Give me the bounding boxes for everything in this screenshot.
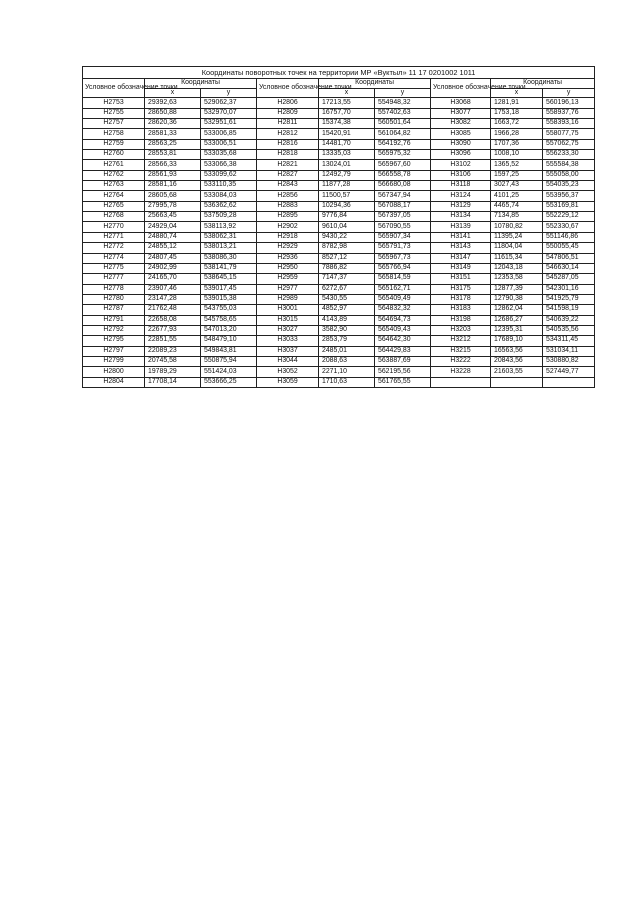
coordinates-document <box>82 66 594 388</box>
point-cell: Н3052 <box>257 367 319 377</box>
y-header-3: y <box>543 89 595 98</box>
point-cell: Н2936 <box>257 253 319 263</box>
point-cell: Н2799 <box>83 356 145 366</box>
point-cell: Н3147 <box>431 253 491 263</box>
y-cell: 555584,38 <box>543 160 595 170</box>
point-cell: Н2763 <box>83 181 145 191</box>
y-cell: 545287,05 <box>543 274 595 284</box>
y-cell: 538141,79 <box>201 263 257 273</box>
y-cell: 555058,00 <box>543 170 595 180</box>
table-row <box>83 150 595 160</box>
x-cell: 13335,03 <box>319 150 375 160</box>
table-row <box>83 367 595 377</box>
point-cell: Н2755 <box>83 108 145 118</box>
table-row <box>83 170 595 180</box>
point-cell: Н2989 <box>257 294 319 304</box>
x-cell: 21603,55 <box>491 367 543 377</box>
x-cell: 4143,89 <box>319 315 375 325</box>
y-cell: 538062,31 <box>201 232 257 242</box>
y-cell: 565409,49 <box>375 294 431 304</box>
point-cell: Н2757 <box>83 119 145 129</box>
point-cell: Н2787 <box>83 305 145 315</box>
point-cell: Н2764 <box>83 191 145 201</box>
y-cell: 553169,81 <box>543 201 595 211</box>
point-cell: Н3001 <box>257 305 319 315</box>
y-cell: 561064,82 <box>375 129 431 139</box>
point-cell: Н2777 <box>83 274 145 284</box>
y-cell <box>543 377 595 387</box>
x-cell: 2485,01 <box>319 346 375 356</box>
table-row <box>83 346 595 356</box>
y-cell: 534311,45 <box>543 336 595 346</box>
y-cell: 539017,45 <box>201 284 257 294</box>
table-row <box>83 325 595 335</box>
point-cell: Н2843 <box>257 181 319 191</box>
x-cell: 24165,70 <box>145 274 201 284</box>
point-cell: Н3015 <box>257 315 319 325</box>
table-row <box>83 181 595 191</box>
table-row <box>83 108 595 118</box>
point-cell: Н2795 <box>83 336 145 346</box>
y-cell: 538645,15 <box>201 274 257 284</box>
y-header-2: y <box>375 89 431 98</box>
table-row <box>83 98 595 108</box>
y-cell: 529062,37 <box>201 98 257 108</box>
x-cell: 21762,48 <box>145 305 201 315</box>
x-cell: 15420,91 <box>319 129 375 139</box>
x-cell: 11395,24 <box>491 232 543 242</box>
x-cell: 13024,01 <box>319 160 375 170</box>
y-cell: 527449,77 <box>543 367 595 377</box>
point-cell: Н2765 <box>83 201 145 211</box>
y-cell: 566558,78 <box>375 170 431 180</box>
x-cell: 12686,27 <box>491 315 543 325</box>
y-cell: 554035,23 <box>543 181 595 191</box>
point-header-1: Условное обозначение точки <box>83 79 145 98</box>
table-row <box>83 139 595 149</box>
y-cell: 533084,03 <box>201 191 257 201</box>
point-cell: Н3124 <box>431 191 491 201</box>
table-body <box>83 98 595 388</box>
x-cell: 23147,28 <box>145 294 201 304</box>
point-cell: Н3198 <box>431 315 491 325</box>
y-cell: 538113,92 <box>201 222 257 232</box>
x-cell: 1753,18 <box>491 108 543 118</box>
point-cell: Н3044 <box>257 356 319 366</box>
x-cell: 1663,72 <box>491 119 543 129</box>
point-cell: Н2770 <box>83 222 145 232</box>
x-cell: 7134,85 <box>491 212 543 222</box>
point-cell: Н3077 <box>431 108 491 118</box>
y-cell: 565967,73 <box>375 253 431 263</box>
y-cell: 563887,69 <box>375 356 431 366</box>
y-cell: 558937,76 <box>543 108 595 118</box>
point-cell: Н3085 <box>431 129 491 139</box>
point-cell: Н2760 <box>83 150 145 160</box>
x-cell: 19789,29 <box>145 367 201 377</box>
x-cell: 12790,38 <box>491 294 543 304</box>
y-cell: 565791,73 <box>375 243 431 253</box>
point-cell: Н2809 <box>257 108 319 118</box>
x-cell: 20745,58 <box>145 356 201 366</box>
x-cell: 3027,43 <box>491 181 543 191</box>
y-cell: 547013,20 <box>201 325 257 335</box>
y-cell: 558393,16 <box>543 119 595 129</box>
x-cell: 1365,52 <box>491 160 543 170</box>
x-cell: 12043,18 <box>491 263 543 273</box>
x-cell: 4465,74 <box>491 201 543 211</box>
point-cell: Н2883 <box>257 201 319 211</box>
x-cell: 12862,04 <box>491 305 543 315</box>
coords-header-2: Координаты <box>319 79 431 89</box>
y-cell: 567347,94 <box>375 191 431 201</box>
y-cell: 541598,19 <box>543 305 595 315</box>
x-cell: 22851,55 <box>145 336 201 346</box>
y-cell: 562195,56 <box>375 367 431 377</box>
x-cell: 17213,55 <box>319 98 375 108</box>
point-cell: Н2791 <box>83 315 145 325</box>
x-cell: 2853,79 <box>319 336 375 346</box>
y-cell: 567397,05 <box>375 212 431 222</box>
table-row <box>83 263 595 273</box>
x-cell: 11500,57 <box>319 191 375 201</box>
y-cell: 533006,85 <box>201 129 257 139</box>
y-cell: 539015,38 <box>201 294 257 304</box>
table-row <box>83 243 595 253</box>
point-cell: Н2950 <box>257 263 319 273</box>
y-cell: 542301,16 <box>543 284 595 294</box>
point-cell: Н3033 <box>257 336 319 346</box>
table-row <box>83 305 595 315</box>
y-cell: 566680,08 <box>375 181 431 191</box>
x-cell: 16757,70 <box>319 108 375 118</box>
x-cell: 7886,82 <box>319 263 375 273</box>
y-cell: 564642,30 <box>375 336 431 346</box>
point-cell: Н3149 <box>431 263 491 273</box>
table-row <box>83 201 595 211</box>
x-cell: 24807,45 <box>145 253 201 263</box>
point-cell: Н2895 <box>257 212 319 222</box>
x-cell: 24880,74 <box>145 232 201 242</box>
x-cell: 1966,28 <box>491 129 543 139</box>
table-row <box>83 315 595 325</box>
y-cell: 552330,67 <box>543 222 595 232</box>
table-row <box>83 119 595 129</box>
table-row <box>83 232 595 242</box>
x-cell: 24929,04 <box>145 222 201 232</box>
y-cell: 551424,03 <box>201 367 257 377</box>
x-cell: 28620,36 <box>145 119 201 129</box>
point-cell: Н2821 <box>257 160 319 170</box>
y-cell: 565975,32 <box>375 150 431 160</box>
x-cell: 28561,93 <box>145 170 201 180</box>
x-cell: 23907,46 <box>145 284 201 294</box>
y-cell: 547806,51 <box>543 253 595 263</box>
point-cell: Н2804 <box>83 377 145 387</box>
x-cell: 22658,08 <box>145 315 201 325</box>
x-cell: 3582,90 <box>319 325 375 335</box>
x-cell: 1281,91 <box>491 98 543 108</box>
y-cell: 530880,82 <box>543 356 595 366</box>
y-cell: 564694,73 <box>375 315 431 325</box>
y-cell: 533035,68 <box>201 150 257 160</box>
x-cell: 8782,98 <box>319 243 375 253</box>
y-cell: 560501,64 <box>375 119 431 129</box>
x-cell: 10294,36 <box>319 201 375 211</box>
x-cell: 2271,10 <box>319 367 375 377</box>
point-cell: Н2780 <box>83 294 145 304</box>
table-row <box>83 129 595 139</box>
x-cell: 12395,31 <box>491 325 543 335</box>
y-cell: 551146,86 <box>543 232 595 242</box>
point-cell: Н2759 <box>83 139 145 149</box>
coordinates-table <box>82 66 595 388</box>
point-cell: Н2856 <box>257 191 319 201</box>
x-cell: 22677,93 <box>145 325 201 335</box>
x-cell: 1707,36 <box>491 139 543 149</box>
table-row <box>83 336 595 346</box>
y-cell: 565409,43 <box>375 325 431 335</box>
y-cell: 560196,13 <box>543 98 595 108</box>
y-cell: 537509,28 <box>201 212 257 222</box>
point-cell: Н2772 <box>83 243 145 253</box>
y-cell: 538013,21 <box>201 243 257 253</box>
x-cell: 1008,10 <box>491 150 543 160</box>
table-row <box>83 212 595 222</box>
table-row <box>83 294 595 304</box>
table-row <box>83 222 595 232</box>
point-cell: Н2818 <box>257 150 319 160</box>
y-cell: 558077,75 <box>543 129 595 139</box>
x-cell: 8527,12 <box>319 253 375 263</box>
x-cell: 28581,16 <box>145 181 201 191</box>
y-cell: 532970,07 <box>201 108 257 118</box>
x-cell: 9610,04 <box>319 222 375 232</box>
y-cell: 565814,59 <box>375 274 431 284</box>
x-cell: 28605,68 <box>145 191 201 201</box>
point-cell: Н3102 <box>431 160 491 170</box>
x-cell: 16563,56 <box>491 346 543 356</box>
x-cell: 1597,25 <box>491 170 543 180</box>
table-title: Координаты поворотных точек на территории МР «Вуктыл» 11 17 0201002 1011 <box>83 67 595 79</box>
point-cell: Н2778 <box>83 284 145 294</box>
point-cell: Н2758 <box>83 129 145 139</box>
point-cell: Н2811 <box>257 119 319 129</box>
y-cell: 564192,76 <box>375 139 431 149</box>
point-cell: Н3037 <box>257 346 319 356</box>
x-cell: 12353,58 <box>491 274 543 284</box>
point-cell: Н3212 <box>431 336 491 346</box>
coords-header-1: Координаты <box>145 79 257 89</box>
x-cell: 25663,45 <box>145 212 201 222</box>
point-cell: Н3106 <box>431 170 491 180</box>
point-cell: Н3183 <box>431 305 491 315</box>
y-cell: 532951,61 <box>201 119 257 129</box>
point-cell: Н2816 <box>257 139 319 149</box>
point-cell: Н3134 <box>431 212 491 222</box>
point-cell: Н2812 <box>257 129 319 139</box>
point-cell: Н3141 <box>431 232 491 242</box>
y-cell: 557062,75 <box>543 139 595 149</box>
point-cell: Н2800 <box>83 367 145 377</box>
point-cell: Н3096 <box>431 150 491 160</box>
point-cell: Н3118 <box>431 181 491 191</box>
point-cell: Н2806 <box>257 98 319 108</box>
x-cell <box>491 377 543 387</box>
y-cell: 540639,22 <box>543 315 595 325</box>
point-cell: Н3068 <box>431 98 491 108</box>
y-cell: 533099,62 <box>201 170 257 180</box>
point-cell: Н3151 <box>431 274 491 284</box>
point-cell: Н2771 <box>83 232 145 242</box>
table-row <box>83 356 595 366</box>
point-cell: Н2827 <box>257 170 319 180</box>
x-cell: 17708,14 <box>145 377 201 387</box>
x-cell: 15374,38 <box>319 119 375 129</box>
point-cell: Н3222 <box>431 356 491 366</box>
y-cell: 554948,32 <box>375 98 431 108</box>
coords-header-3: Координаты <box>491 79 595 89</box>
y-cell: 567088,17 <box>375 201 431 211</box>
x-cell: 28563,25 <box>145 139 201 149</box>
y-cell: 533006,51 <box>201 139 257 149</box>
y-cell: 557402,63 <box>375 108 431 118</box>
x-cell: 9776,84 <box>319 212 375 222</box>
x-cell: 12877,39 <box>491 284 543 294</box>
table-row <box>83 160 595 170</box>
x-cell: 11877,28 <box>319 181 375 191</box>
y-cell: 546630,14 <box>543 263 595 273</box>
x-cell: 24902,99 <box>145 263 201 273</box>
x-cell: 1710,63 <box>319 377 375 387</box>
table-row <box>83 274 595 284</box>
point-cell: Н3027 <box>257 325 319 335</box>
y-cell: 553956,37 <box>543 191 595 201</box>
y-cell: 540535,56 <box>543 325 595 335</box>
x-cell: 17689,10 <box>491 336 543 346</box>
x-cell: 28650,88 <box>145 108 201 118</box>
x-cell: 6272,67 <box>319 284 375 294</box>
point-cell: Н3090 <box>431 139 491 149</box>
y-cell: 565907,34 <box>375 232 431 242</box>
y-header-1: y <box>201 89 257 98</box>
point-cell: Н2977 <box>257 284 319 294</box>
y-cell: 549843,81 <box>201 346 257 356</box>
y-cell: 548479,10 <box>201 336 257 346</box>
y-cell: 565967,60 <box>375 160 431 170</box>
x-cell: 28553,81 <box>145 150 201 160</box>
point-cell: Н2797 <box>83 346 145 356</box>
point-cell <box>431 377 491 387</box>
table-row <box>83 191 595 201</box>
y-cell: 553666,25 <box>201 377 257 387</box>
x-header-2: x <box>319 89 375 98</box>
x-cell: 20843,56 <box>491 356 543 366</box>
point-cell: Н2753 <box>83 98 145 108</box>
x-cell: 28581,33 <box>145 129 201 139</box>
point-cell: Н3129 <box>431 201 491 211</box>
point-cell: Н3139 <box>431 222 491 232</box>
y-cell: 531034,11 <box>543 346 595 356</box>
point-cell: Н3178 <box>431 294 491 304</box>
x-cell: 14481,70 <box>319 139 375 149</box>
y-cell: 561765,55 <box>375 377 431 387</box>
y-cell: 533110,35 <box>201 181 257 191</box>
point-cell: Н2775 <box>83 263 145 273</box>
x-cell: 28566,33 <box>145 160 201 170</box>
point-cell: Н3143 <box>431 243 491 253</box>
y-cell: 550055,45 <box>543 243 595 253</box>
x-cell: 7147,37 <box>319 274 375 284</box>
x-cell: 27995,78 <box>145 201 201 211</box>
x-cell: 4101,25 <box>491 191 543 201</box>
x-cell: 12492,79 <box>319 170 375 180</box>
point-cell: Н2918 <box>257 232 319 242</box>
x-cell: 24855,12 <box>145 243 201 253</box>
point-header-3: Условное обозначение точки <box>431 79 491 98</box>
x-cell: 10780,82 <box>491 222 543 232</box>
point-cell: Н3082 <box>431 119 491 129</box>
table-row <box>83 377 595 387</box>
x-cell: 4852,97 <box>319 305 375 315</box>
y-cell: 545758,65 <box>201 315 257 325</box>
y-cell: 565766,94 <box>375 263 431 273</box>
point-cell: Н3203 <box>431 325 491 335</box>
point-cell: Н2959 <box>257 274 319 284</box>
y-cell: 564429,83 <box>375 346 431 356</box>
point-cell: Н3215 <box>431 346 491 356</box>
point-cell: Н2761 <box>83 160 145 170</box>
point-cell: Н2768 <box>83 212 145 222</box>
point-cell: Н3059 <box>257 377 319 387</box>
point-cell: Н3228 <box>431 367 491 377</box>
y-cell: 533066,38 <box>201 160 257 170</box>
y-cell: 556233,30 <box>543 150 595 160</box>
x-header-1: x <box>145 89 201 98</box>
x-cell: 22089,23 <box>145 346 201 356</box>
x-cell: 11804,04 <box>491 243 543 253</box>
x-cell: 2088,63 <box>319 356 375 366</box>
y-cell: 567090,55 <box>375 222 431 232</box>
x-cell: 11615,34 <box>491 253 543 263</box>
point-cell: Н2792 <box>83 325 145 335</box>
table-row <box>83 284 595 294</box>
y-cell: 564832,32 <box>375 305 431 315</box>
x-cell: 9430,22 <box>319 232 375 242</box>
x-cell: 29392,63 <box>145 98 201 108</box>
y-cell: 552229,12 <box>543 212 595 222</box>
point-cell: Н2929 <box>257 243 319 253</box>
point-cell: Н2902 <box>257 222 319 232</box>
x-header-3: x <box>491 89 543 98</box>
point-header-2: Условное обозначение точки <box>257 79 319 98</box>
point-cell: Н2774 <box>83 253 145 263</box>
y-cell: 550875,94 <box>201 356 257 366</box>
y-cell: 541925,79 <box>543 294 595 304</box>
y-cell: 543755,03 <box>201 305 257 315</box>
y-cell: 536362,62 <box>201 201 257 211</box>
point-cell: Н3175 <box>431 284 491 294</box>
y-cell: 565162,71 <box>375 284 431 294</box>
table-row <box>83 253 595 263</box>
x-cell: 5430,55 <box>319 294 375 304</box>
point-cell: Н2762 <box>83 170 145 180</box>
y-cell: 538086,30 <box>201 253 257 263</box>
